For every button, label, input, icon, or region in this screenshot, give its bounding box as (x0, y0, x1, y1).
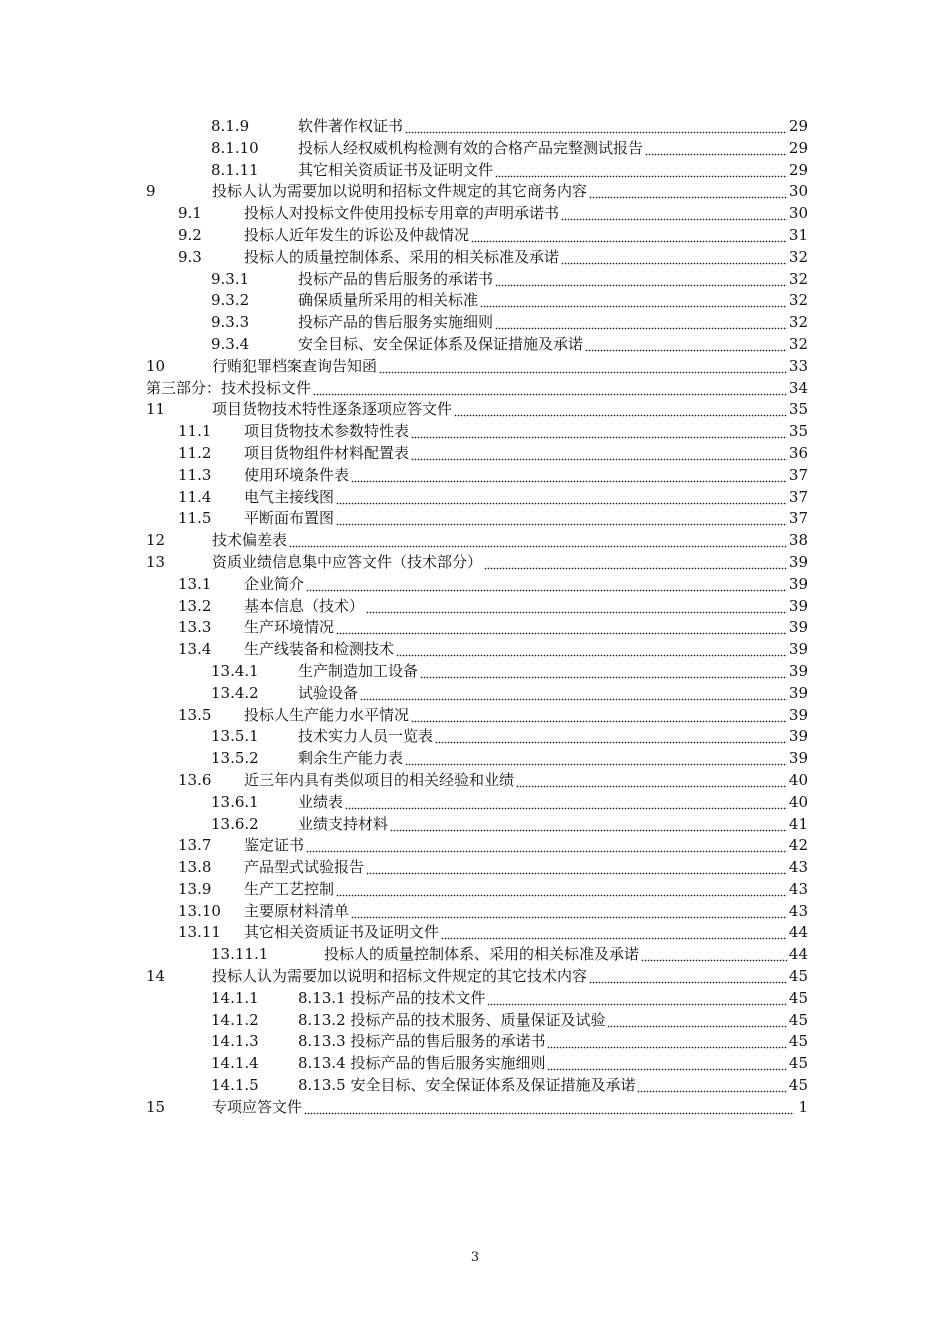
toc-entry-text (146, 378, 808, 400)
toc-entry-number: 11 (146, 400, 166, 419)
toc-entry-number: 13.4.2 (211, 683, 259, 702)
toc-entry-number: 13.4.1 (211, 661, 259, 680)
toc-entry[interactable] (146, 269, 808, 291)
toc-entry-title: 8.13.4 投标产品的售后服务实施细则 (298, 1054, 546, 1073)
toc-entry-title: 投标人经权威机构检测有效的合格产品完整测试报告 (298, 138, 644, 157)
toc-entry-title: 8.13.5 安全目标、安全保证体系及保证措施及承诺 (298, 1076, 636, 1095)
toc-entry-number: 11.2 (178, 443, 212, 462)
toc-entry-title: 产品型式试验报告 (244, 858, 365, 877)
toc-entry[interactable] (146, 443, 808, 465)
toc-leader-dots (405, 116, 787, 138)
toc-entry-page: 29 (788, 138, 808, 157)
toc-entry-page: 32 (788, 247, 808, 266)
toc-entry-title: 其它相关资质证书及证明文件 (244, 923, 440, 942)
toc-leader-dots (561, 203, 787, 225)
toc-entry-text (244, 879, 808, 901)
toc-entry-text (244, 922, 808, 944)
toc-entry-title: 近三年内具有类似项目的相关经验和业绩 (244, 770, 515, 789)
toc-leader-dots (495, 269, 787, 291)
toc-entry[interactable] (146, 116, 808, 138)
toc-entry[interactable] (146, 814, 808, 836)
toc-entry-title: 鉴定证书 (244, 836, 305, 855)
toc-entry-number: 9.1 (178, 204, 202, 223)
toc-entry-title: 投标人生产能力水平情况 (244, 705, 410, 724)
toc-leader-dots (547, 1053, 786, 1075)
toc-entry-number: 14 (146, 967, 166, 986)
toc-entry-text (298, 116, 808, 138)
toc-entry-title: 生产工艺控制 (244, 879, 335, 898)
toc-leader-dots (351, 465, 787, 487)
toc-entry-number: 11.4 (178, 487, 212, 506)
toc-leader-dots (366, 596, 787, 618)
toc-entry-title: 试验设备 (298, 683, 359, 702)
toc-entry-title: 投标人近年发生的诉讼及仲裁情况 (244, 225, 470, 244)
toc-entry-page: 1 (798, 1097, 808, 1116)
toc-entry[interactable] (146, 465, 808, 487)
toc-entry-title: 生产环境情况 (244, 618, 335, 637)
toc-entry-title: 其它相关资质证书及证明文件 (298, 160, 494, 179)
toc-entry-page: 31 (788, 225, 808, 244)
toc-entry-number: 9.2 (178, 225, 202, 244)
toc-entry-text (212, 530, 808, 552)
toc-entry-text (244, 574, 808, 596)
toc-entry-text (244, 835, 808, 857)
toc-entry-text (212, 356, 808, 378)
toc-entry-number: 13.11 (178, 923, 221, 942)
toc-entry-text (298, 138, 808, 160)
toc-entry-text (244, 596, 808, 618)
toc-entry[interactable] (146, 508, 808, 530)
toc-entry-title: 投标人的质量控制体系、采用的相关标准及承诺 (324, 945, 640, 964)
toc-leader-dots (641, 944, 787, 966)
toc-entry-title: 电气主接线图 (244, 487, 335, 506)
toc-entry[interactable] (146, 247, 808, 269)
toc-entry-number: 8.1.11 (211, 160, 259, 179)
toc-entry[interactable] (146, 356, 808, 378)
toc-entry-page: 44 (788, 923, 808, 942)
toc-entry-page: 43 (788, 858, 808, 877)
toc-entry-text (298, 1010, 808, 1032)
toc-entry-page: 37 (788, 465, 808, 484)
toc-leader-dots (360, 683, 787, 705)
toc-entry-page: 45 (788, 1054, 808, 1073)
toc-entry[interactable] (146, 966, 808, 988)
toc-entry-number: 9.3.3 (211, 313, 250, 332)
toc-entry-text (244, 487, 808, 509)
toc-entry-number: 13.6 (178, 770, 212, 789)
toc-entry[interactable] (146, 378, 808, 400)
toc-entry-text (298, 160, 808, 182)
toc-leader-dots (585, 334, 787, 356)
toc-entry[interactable] (146, 617, 808, 639)
toc-entry-text (298, 334, 808, 356)
toc-leader-dots (645, 138, 787, 160)
toc-leader-dots (495, 160, 787, 182)
toc-entry-text (244, 705, 808, 727)
toc-entry-page: 39 (788, 683, 808, 702)
toc-entry[interactable] (146, 857, 808, 879)
toc-entry-page: 35 (788, 400, 808, 419)
toc-entry-page: 30 (788, 204, 808, 223)
toc-leader-dots (471, 225, 787, 247)
toc-entry-number: 13.9 (178, 879, 212, 898)
toc-entry-page: 45 (788, 1010, 808, 1029)
toc-entry-page: 29 (788, 117, 808, 135)
page-number: 3 (470, 1250, 480, 1265)
toc-entry-title: 业绩支持材料 (298, 814, 389, 833)
toc-leader-dots (351, 901, 787, 923)
toc-entry-text (324, 944, 808, 966)
toc-entry[interactable] (146, 1075, 808, 1097)
toc-entry[interactable] (146, 770, 808, 792)
toc-entry-text (212, 1097, 808, 1119)
toc-entry-number: 13.3 (178, 618, 212, 637)
toc-entry[interactable] (146, 879, 808, 901)
toc-entry-title: 项目货物技术特性逐条逐项应答文件 (212, 400, 453, 419)
toc-entry-page: 30 (788, 182, 808, 201)
toc-entry-title: 8.13.2 投标产品的技术服务、质量保证及试验 (298, 1010, 606, 1029)
toc-entry[interactable] (146, 1031, 808, 1053)
toc-entry[interactable] (146, 552, 808, 574)
toc-entry-title: 确保质量所采用的相关标准 (298, 291, 479, 310)
toc-entry-page: 32 (788, 313, 808, 332)
toc-entry-title: 投标产品的售后服务的承诺书 (298, 269, 494, 288)
toc-entry-number: 11.3 (178, 465, 212, 484)
toc-entry-title: 投标人认为需要加以说明和招标文件规定的其它商务内容 (212, 182, 588, 201)
toc-entry-title: 投标产品的售后服务实施细则 (298, 313, 494, 332)
toc-entry-title: 生产线装备和检测技术 (244, 640, 395, 659)
toc-entry-title: 业绩表 (298, 792, 344, 811)
toc-leader-dots (390, 814, 787, 836)
toc-leader-dots (420, 661, 787, 683)
toc-entry-text (298, 683, 808, 705)
toc-entry-text (298, 661, 808, 683)
toc-entry-number: 9.3.2 (211, 291, 250, 310)
toc-entry-text (244, 421, 808, 443)
toc-entry-page: 43 (788, 901, 808, 920)
toc-leader-dots (336, 617, 787, 639)
toc-entry-page: 39 (788, 727, 808, 746)
toc-entry-text (298, 1031, 808, 1053)
toc-entry[interactable] (146, 988, 808, 1010)
toc-entry-page: 32 (788, 291, 808, 310)
toc-entry-page: 36 (788, 443, 808, 462)
toc-leader-dots (396, 639, 787, 661)
toc-entry-text (244, 639, 808, 661)
toc-entry-title: 企业简介 (244, 574, 305, 593)
toc-entry-title: 第三部分：技术投标文件 (146, 378, 312, 397)
toc-entry-page: 40 (788, 792, 808, 811)
toc-entry-page: 45 (788, 1076, 808, 1095)
toc-leader-dots (561, 247, 787, 269)
toc-entry-text (212, 399, 808, 421)
toc-entry-number: 13.7 (178, 836, 212, 855)
toc-entry-number: 13.4 (178, 640, 212, 659)
toc-entry[interactable] (146, 1053, 808, 1075)
toc-entry-page: 32 (788, 269, 808, 288)
toc-entry-number: 13.6.2 (211, 814, 259, 833)
toc-entry-number: 13.5 (178, 705, 212, 724)
toc-entry-page: 39 (788, 705, 808, 724)
toc-leader-dots (306, 835, 787, 857)
toc-leader-dots (495, 312, 787, 334)
toc-leader-dots (589, 966, 787, 988)
toc-entry-number: 10 (146, 356, 166, 375)
toc-entry-number: 13.8 (178, 858, 212, 877)
toc-entry-page: 33 (788, 356, 808, 375)
toc-entry[interactable] (146, 748, 808, 770)
toc-entry-page: 42 (788, 836, 808, 855)
toc-entry-title: 基本信息（技术） (244, 596, 365, 615)
toc-entry[interactable] (146, 487, 808, 509)
toc-leader-dots (487, 988, 786, 1010)
toc-entry-page: 40 (788, 770, 808, 789)
toc-leader-dots (411, 421, 787, 443)
toc-entry-page: 39 (788, 661, 808, 680)
toc-entry-number: 13.5.1 (211, 727, 259, 746)
toc-leader-dots (607, 1010, 786, 1032)
toc-entry-text (244, 225, 808, 247)
toc-entry[interactable] (146, 421, 808, 443)
toc-entry-number: 13.6.1 (211, 792, 259, 811)
toc-entry-title: 主要原材料清单 (244, 901, 350, 920)
toc-entry-title: 项目货物技术参数特性表 (244, 422, 410, 441)
toc-entry-number: 8.1.9 (211, 117, 250, 135)
toc-entry[interactable] (146, 596, 808, 618)
toc-entry-page: 45 (788, 1032, 808, 1051)
toc-leader-dots (345, 792, 787, 814)
toc-entry-page: 35 (788, 422, 808, 441)
toc-entry-number: 14.1.2 (211, 1010, 259, 1029)
toc-entry[interactable] (146, 160, 808, 182)
toc-entry-number: 14.1.1 (211, 988, 259, 1007)
toc-leader-dots (289, 530, 787, 552)
toc-leader-dots (547, 1031, 786, 1053)
toc-leader-dots (441, 922, 787, 944)
toc-leader-dots (454, 399, 787, 421)
toc-entry-number: 13.11.1 (211, 945, 269, 964)
table-of-contents (146, 116, 808, 1119)
toc-entry-number: 13.5.2 (211, 749, 259, 768)
toc-leader-dots (336, 508, 787, 530)
toc-entry-number: 14.1.5 (211, 1076, 259, 1095)
toc-entry-title: 技术偏差表 (212, 531, 288, 550)
toc-entry[interactable] (146, 835, 808, 857)
toc-entry-page: 41 (788, 814, 808, 833)
toc-entry-title: 剩余生产能力表 (298, 749, 404, 768)
toc-leader-dots (306, 574, 787, 596)
toc-entry-text (298, 1053, 808, 1075)
toc-entry-number: 12 (146, 531, 166, 550)
toc-entry-page: 39 (788, 618, 808, 637)
toc-leader-dots (637, 1075, 786, 1097)
toc-leader-dots (516, 770, 787, 792)
toc-entry-number: 14.1.3 (211, 1032, 259, 1051)
toc-leader-dots (313, 378, 787, 400)
toc-entry-number: 15 (146, 1097, 166, 1116)
toc-entry-text (298, 988, 808, 1010)
toc-entry-page: 37 (788, 509, 808, 528)
toc-entry-text (212, 966, 808, 988)
toc-entry-text (298, 1075, 808, 1097)
toc-entry-page: 38 (788, 531, 808, 550)
toc-entry[interactable] (146, 203, 808, 225)
toc-entry-text (298, 792, 808, 814)
toc-leader-dots (411, 443, 787, 465)
toc-entry-page: 45 (788, 967, 808, 986)
toc-entry-title: 资质业绩信息集中应答文件（技术部分） (212, 552, 483, 571)
toc-entry-text (298, 748, 808, 770)
toc-entry[interactable] (146, 705, 808, 727)
toc-entry-number: 13.10 (178, 901, 221, 920)
toc-entry-text (244, 203, 808, 225)
toc-entry-number: 13.1 (178, 574, 212, 593)
toc-entry-text (298, 726, 808, 748)
toc-leader-dots (589, 181, 787, 203)
toc-entry-text (244, 857, 808, 879)
toc-entry-title: 行贿犯罪档案查询告知函 (212, 356, 378, 375)
toc-leader-dots (379, 356, 787, 378)
toc-entry-number: 9.3.1 (211, 269, 250, 288)
toc-entry-title: 使用环境条件表 (244, 465, 350, 484)
toc-entry-title: 8.13.3 投标产品的售后服务的承诺书 (298, 1032, 546, 1051)
toc-leader-dots (304, 1097, 794, 1119)
toc-entry-number: 9 (146, 182, 156, 201)
toc-entry-page: 44 (788, 945, 808, 964)
toc-entry[interactable] (146, 922, 808, 944)
toc-leader-dots (484, 552, 787, 574)
toc-entry[interactable] (146, 181, 808, 203)
toc-entry-page: 39 (788, 552, 808, 571)
toc-entry-title: 技术实力人员一览表 (298, 727, 434, 746)
toc-entry-title: 生产制造加工设备 (298, 661, 419, 680)
toc-entry-text (244, 901, 808, 923)
toc-entry-text (298, 312, 808, 334)
toc-entry[interactable] (146, 312, 808, 334)
toc-entry-text (244, 247, 808, 269)
toc-entry[interactable] (146, 225, 808, 247)
toc-entry[interactable] (146, 290, 808, 312)
toc-entry-text (244, 617, 808, 639)
toc-entry-page: 37 (788, 487, 808, 506)
toc-entry-page: 39 (788, 640, 808, 659)
toc-entry[interactable] (146, 901, 808, 923)
toc-entry-number: 13 (146, 552, 166, 571)
toc-entry-text (298, 814, 808, 836)
toc-entry-page: 45 (788, 988, 808, 1007)
toc-entry[interactable] (146, 334, 808, 356)
toc-entry-number: 8.1.10 (211, 138, 259, 157)
toc-entry-number: 11.1 (178, 422, 212, 441)
toc-entry-title: 安全目标、安全保证体系及保证措施及承诺 (298, 334, 584, 353)
toc-entry[interactable] (146, 661, 808, 683)
toc-entry-page: 39 (788, 596, 808, 615)
toc-entry-title: 投标人认为需要加以说明和招标文件规定的其它技术内容 (212, 967, 588, 986)
toc-entry-page: 39 (788, 749, 808, 768)
toc-entry[interactable] (146, 1010, 808, 1032)
toc-entry-text (298, 269, 808, 291)
toc-leader-dots (411, 705, 787, 727)
toc-entry-number: 9.3.4 (211, 334, 250, 353)
toc-entry-page: 34 (788, 378, 808, 397)
toc-entry[interactable] (146, 399, 808, 421)
toc-entry-page: 32 (788, 334, 808, 353)
toc-entry-number: 11.5 (178, 509, 212, 528)
toc-entry[interactable] (146, 726, 808, 748)
toc-entry-page: 43 (788, 879, 808, 898)
toc-entry[interactable] (146, 138, 808, 160)
toc-entry-title: 8.13.1 投标产品的技术文件 (298, 988, 486, 1007)
toc-entry-page: 39 (788, 574, 808, 593)
toc-entry-number: 14.1.4 (211, 1054, 259, 1073)
toc-entry-text (244, 465, 808, 487)
toc-entry-page: 29 (788, 160, 808, 179)
toc-entry-title: 项目货物组件材料配置表 (244, 443, 410, 462)
toc-entry-title: 平断面布置图 (244, 509, 335, 528)
toc-entry[interactable] (146, 792, 808, 814)
toc-entry[interactable] (146, 530, 808, 552)
toc-leader-dots (405, 748, 787, 770)
toc-entry-number: 9.3 (178, 247, 202, 266)
toc-entry-number: 13.2 (178, 596, 212, 615)
toc-entry-text (212, 552, 808, 574)
toc-entry-text (298, 290, 808, 312)
toc-entry[interactable] (146, 639, 808, 661)
toc-entry-text (244, 443, 808, 465)
toc-entry[interactable] (146, 1097, 808, 1119)
toc-leader-dots (336, 879, 787, 901)
toc-entry-text (212, 181, 808, 203)
toc-entry[interactable] (146, 944, 808, 966)
toc-leader-dots (435, 726, 787, 748)
toc-entry[interactable] (146, 683, 808, 705)
toc-leader-dots (480, 290, 787, 312)
toc-entry-title: 投标人对投标文件使用投标专用章的声明承诺书 (244, 204, 560, 223)
toc-entry-text (244, 508, 808, 530)
toc-entry-title: 软件著作权证书 (298, 117, 404, 135)
toc-entry[interactable] (146, 574, 808, 596)
toc-entry-title: 专项应答文件 (212, 1097, 303, 1116)
toc-entry-title: 投标人的质量控制体系、采用的相关标准及承诺 (244, 247, 560, 266)
toc-entry-text (244, 770, 808, 792)
toc-leader-dots (366, 857, 787, 879)
toc-leader-dots (336, 487, 787, 509)
